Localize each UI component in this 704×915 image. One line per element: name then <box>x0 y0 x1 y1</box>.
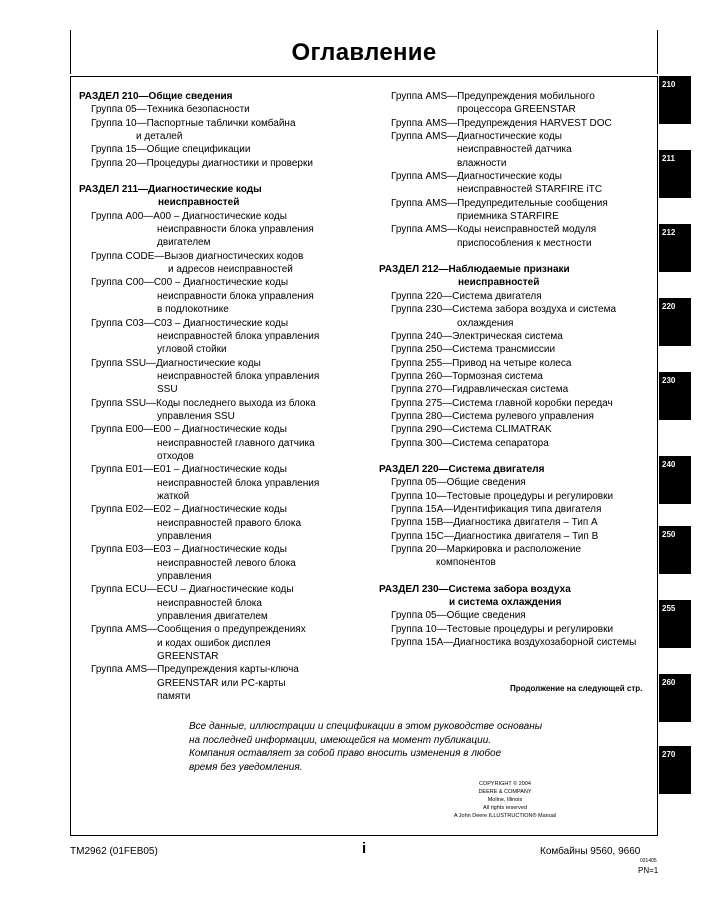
copyright-line: COPYRIGHT © 2004 <box>479 781 531 787</box>
toc-line: Группа 15A—Идентификация типа двигателя <box>391 503 602 515</box>
toc-line: управления <box>157 571 212 583</box>
toc-line: приемника STARFIRE <box>457 211 559 223</box>
toc-group-entry[interactable] <box>379 490 669 503</box>
toc-line: Группа AMS—Сообщения о предупреждениях <box>91 624 306 636</box>
toc-line: неисправностей блока управления <box>157 477 320 489</box>
toc-line: неисправностей правого блока <box>157 517 302 529</box>
toc-group-entry[interactable] <box>79 503 379 543</box>
disclaimer-line: время без уведомления. <box>189 761 303 773</box>
toc-group-entry[interactable] <box>379 370 669 383</box>
toc-group-entry[interactable] <box>379 636 669 649</box>
toc-section-heading[interactable] <box>79 183 379 210</box>
toc-group-entry[interactable] <box>79 357 379 397</box>
toc-group-entry[interactable] <box>79 143 379 156</box>
toc-line: неисправности блока управления <box>157 224 314 236</box>
section-tab-270[interactable]: 270 <box>659 746 691 794</box>
toc-line: управления <box>157 531 212 542</box>
toc-line: Группа AMS—Диагностические коды <box>391 131 562 143</box>
section-tab-260[interactable]: 260 <box>659 674 691 722</box>
toc-line: SSU <box>157 384 178 396</box>
toc-line: Группа 10—Тестовые процедуры и регулировки <box>391 490 614 502</box>
toc-group-entry[interactable] <box>379 170 669 197</box>
toc-line: двигателем <box>157 237 211 249</box>
toc-line: угловой стойки <box>157 344 227 356</box>
toc-line: неисправностей блока управления <box>157 330 320 342</box>
toc-group-entry[interactable] <box>79 397 379 424</box>
toc-group-entry[interactable] <box>379 343 669 356</box>
toc-group-entry[interactable] <box>379 197 669 224</box>
section-tab-240[interactable]: 240 <box>659 456 691 504</box>
toc-group-entry[interactable] <box>379 397 669 410</box>
toc-line: РАЗДЕЛ 220—Система двигателя <box>379 463 545 475</box>
toc-line: Группа 240—Электрическая система <box>391 330 563 342</box>
continued-note: Продолжение на следующей стр. <box>510 684 643 693</box>
toc-line: неисправностей главного датчика <box>157 437 315 449</box>
section-gap <box>379 250 669 263</box>
toc-line: Группа 05—Общие сведения <box>391 477 526 489</box>
copyright-line: A John Deere ILLUSTRUCTION® Manual <box>453 813 557 819</box>
page-title: Оглавление <box>291 39 437 66</box>
toc-left-column <box>79 90 379 703</box>
toc-line: неисправностей <box>458 277 540 289</box>
toc-line: Группа C03—C03 – Диагностические коды <box>91 317 289 329</box>
toc-line: РАЗДЕЛ 212—Наблюдаемые признаки <box>379 264 570 276</box>
toc-group-entry[interactable] <box>379 476 669 489</box>
toc-group-entry[interactable] <box>79 117 379 144</box>
toc-section-heading[interactable] <box>379 583 669 610</box>
toc-line: Группа 275—Система главной коробки передач <box>391 397 613 409</box>
toc-section-heading[interactable] <box>379 463 669 476</box>
copyright-block <box>440 780 570 820</box>
toc-line: Группа 230—Система забора воздуха и системa <box>391 304 617 316</box>
toc-line: отходов <box>157 450 194 462</box>
toc-line: Группа 20—Процедуры диагностики и проверки <box>91 157 313 169</box>
toc-line: Группа 15—Общие спецификации <box>91 144 251 156</box>
section-tab-211[interactable]: 211 <box>659 150 691 198</box>
toc-line: и деталей <box>136 131 183 143</box>
section-tab-210[interactable]: 210 <box>659 76 691 124</box>
toc-line: Группа 260—Тормозная система <box>391 370 543 382</box>
toc-line: неисправностей блока управления <box>157 370 320 382</box>
toc-group-entry[interactable] <box>379 623 669 636</box>
toc-line: Группа 10—Паспортные таблички комбайна <box>91 117 296 129</box>
toc-group-entry[interactable] <box>379 223 669 250</box>
toc-group-entry[interactable] <box>79 583 379 623</box>
toc-line: Группа 220—Система двигателя <box>391 290 542 302</box>
disclaimer-line: Все данные, иллюстрации и спецификации в этом руководстве основаны <box>189 721 543 732</box>
toc-line: Группа SSU—Коды последнего выхода из блока <box>91 397 316 409</box>
toc-group-entry[interactable] <box>379 516 669 529</box>
toc-line: и система охлаждения <box>449 597 562 609</box>
toc-group-entry[interactable] <box>379 530 669 543</box>
toc-group-entry[interactable] <box>79 463 379 503</box>
toc-group-entry[interactable] <box>379 503 669 516</box>
toc-line: процессора GREENSTAR <box>457 104 576 116</box>
toc-section-heading[interactable] <box>79 90 379 103</box>
toc-group-entry[interactable] <box>79 276 379 316</box>
section-gap <box>379 450 669 463</box>
toc-line: Группа E02—E02 – Диагностические коды <box>91 504 287 516</box>
toc-line: памяти <box>157 691 191 703</box>
toc-group-entry[interactable] <box>79 317 379 357</box>
toc-group-entry[interactable] <box>79 423 379 463</box>
copyright-line: Moline, Illinois <box>487 797 523 803</box>
toc-line: Группа AMS—Предупредительные сообщения <box>391 197 608 209</box>
copyright-line: All rights reserved <box>482 805 528 811</box>
toc-line: неисправностей <box>158 197 240 209</box>
toc-group-entry[interactable] <box>379 303 669 330</box>
toc-line: Группа SSU—Диагностические коды <box>91 357 261 369</box>
toc-group-entry[interactable] <box>79 543 379 583</box>
toc-line: Группа 270—Гидравлическая система <box>391 384 569 396</box>
toc-line: Группа C00—C00 – Диагностические коды <box>91 277 289 289</box>
toc-line: Группа ECU—ECU – Диагностические коды <box>91 584 294 596</box>
toc-line: Группа AMS—Диагностические коды <box>391 171 562 183</box>
toc-group-entry[interactable] <box>79 623 379 663</box>
section-tab-230[interactable]: 230 <box>659 372 691 420</box>
toc-line: и адресов неисправностей <box>168 264 293 276</box>
toc-line: приспособления к местности <box>457 237 592 249</box>
toc-group-entry[interactable] <box>79 663 379 703</box>
toc-line: GREENSTAR или PC-карты <box>157 677 286 689</box>
page-number: i <box>362 840 367 857</box>
toc-line: неисправностей STARFIRE iTC <box>457 184 603 196</box>
toc-line: Группа E03—E03 – Диагностические коды <box>91 544 287 556</box>
toc-group-entry[interactable] <box>379 609 669 622</box>
toc-line: РАЗДЕЛ 210—Общие сведения <box>79 91 233 102</box>
toc-line: Группа 300—Система сепаратора <box>391 437 549 449</box>
toc-line: Группа 05—Общие сведения <box>391 610 526 622</box>
toc-line: Группа 255—Привод на четыре колеса <box>391 357 572 369</box>
date-code: 031405 <box>640 858 657 864</box>
toc-line: Группа CODE—Вызов диагностических кодов <box>91 250 304 262</box>
toc-line: РАЗДЕЛ 211—Диагностические коды <box>79 184 262 196</box>
toc-line: и кодах ошибок дисплея <box>157 637 271 649</box>
toc-group-entry[interactable] <box>379 330 669 343</box>
toc-line: компонентов <box>436 557 496 569</box>
toc-line: Группа AMS—Предупреждения мобильного <box>391 91 595 102</box>
toc-line: РАЗДЕЛ 230—Система забора воздуха <box>379 583 571 595</box>
toc-line: управления SSU <box>157 410 235 422</box>
toc-line: Группа 10—Тестовые процедуры и регулировки <box>391 623 614 635</box>
manual-number: TM2962 (01FEB05) <box>70 846 158 857</box>
toc-line: Группа 250—Система трансмиссии <box>391 344 556 356</box>
toc-line: неисправностей датчика <box>457 144 572 156</box>
toc-group-entry[interactable] <box>79 103 379 116</box>
section-tab-250[interactable]: 250 <box>659 526 691 574</box>
toc-line: GREENSTAR <box>157 651 219 663</box>
pn-number: PN=1 <box>638 866 659 875</box>
section-tab-255[interactable]: 255 <box>659 600 691 648</box>
toc-group-entry[interactable] <box>379 543 669 570</box>
toc-line: Группа 15B—Диагностика двигателя – Тип A <box>391 517 598 529</box>
disclaimer-line: Компания оставляет за собой право вносить изменения в любое <box>189 748 502 759</box>
toc-section-heading[interactable] <box>379 263 669 290</box>
toc-line: Группа 05—Техника безопасности <box>91 104 250 116</box>
toc-group-entry[interactable] <box>379 130 669 170</box>
toc-line: Группа AMS—Предупреждения карты-ключа <box>91 664 299 676</box>
section-tab-212[interactable]: 212 <box>659 224 691 272</box>
toc-group-entry[interactable] <box>379 290 669 303</box>
toc-group-entry[interactable] <box>79 210 379 250</box>
toc-group-entry[interactable] <box>379 117 669 130</box>
toc-group-entry[interactable] <box>379 437 669 450</box>
toc-group-entry[interactable] <box>379 357 669 370</box>
toc-group-entry[interactable] <box>379 383 669 396</box>
toc-line: Группа 290—Система CLIMATRAK <box>391 424 552 436</box>
toc-line: Группа AMS—Коды неисправностей модуля <box>391 224 597 236</box>
toc-group-entry[interactable] <box>379 90 669 117</box>
toc-group-entry[interactable] <box>379 410 669 423</box>
toc-group-entry[interactable] <box>79 250 379 277</box>
disclaimer-line: на последней информации, имеющейся на момент публикации. <box>189 734 492 746</box>
toc-line: управления двигателем <box>157 611 268 623</box>
disclaimer <box>189 720 542 774</box>
toc-line: Группа A00—A00 – Диагностические коды <box>91 210 287 222</box>
toc-line: жаткой <box>157 490 190 502</box>
toc-line: Группа 20—Маркировка и расположение <box>391 544 582 555</box>
toc-line: Группа E01—E01 – Диагностические коды <box>91 464 287 476</box>
toc-right-column <box>379 90 669 649</box>
toc-line: Группа 15A—Диагностика воздухозаборной системы <box>391 637 637 649</box>
toc-line: Группа AMS—Предупреждения HARVEST DOC <box>391 117 612 129</box>
toc-group-entry[interactable] <box>79 157 379 170</box>
toc-line: неисправностей левого блока <box>157 557 296 569</box>
toc-line: Группа 15C—Диагностика двигателя – Тип B <box>391 530 599 542</box>
toc-line: Группа 280—Система рулевого управления <box>391 410 594 422</box>
section-gap <box>79 170 379 183</box>
toc-line: влажности <box>457 157 507 169</box>
section-tab-220[interactable]: 220 <box>659 298 691 346</box>
toc-group-entry[interactable] <box>379 423 669 436</box>
section-gap <box>379 570 669 583</box>
toc-line: неисправности блока управления <box>157 290 314 302</box>
toc-line: неисправностей блока <box>157 597 262 609</box>
copyright-line: DEERE & COMPANY <box>478 789 532 795</box>
product-name: Комбайны 9560, 9660 <box>540 846 641 857</box>
toc-line: охлаждения <box>457 317 514 329</box>
toc-line: в подлокотнике <box>157 304 229 316</box>
toc-line: Группа E00—E00 – Диагностические коды <box>91 424 287 436</box>
